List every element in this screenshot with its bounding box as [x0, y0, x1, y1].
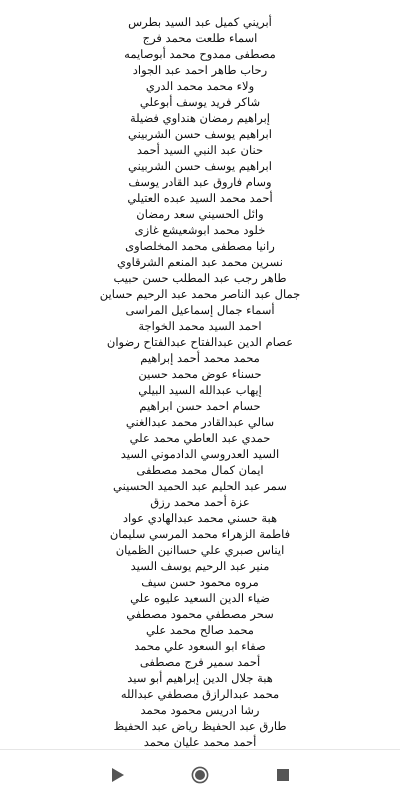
record-button[interactable]: [191, 766, 209, 784]
name-list-item: نسرين محمد عبد المنعم الشرقاوي: [117, 255, 283, 269]
name-list-item: حسناء عوض محمد حسين: [138, 367, 262, 381]
name-list-item: ايناس صبري علي حساانين الظميان: [115, 543, 285, 557]
name-list-item: سحر مصطفي محمود مصطفي: [126, 607, 274, 621]
name-list-item: سالي عبدالقادر محمد عبدالغني: [125, 415, 275, 429]
name-list-item: محمد محمد أحمد إبراهيم: [140, 351, 260, 365]
name-list-item: منير عبد الرحيم يوسف السيد: [130, 559, 270, 573]
name-list-item: حسام احمد حسن ابراهيم: [139, 399, 261, 413]
name-list-item: خلود محمد ابوشعيشع غازى: [134, 223, 266, 237]
name-list-item: ايمان كمال محمد مصطفى: [136, 463, 264, 477]
name-list-item: ابراهيم يوسف حسن الشربيني: [128, 159, 272, 173]
name-list-item: أسماء جمال إسماعيل المراسى: [125, 303, 275, 317]
name-list-item: إيهاب عبدالله السيد البيلي: [138, 383, 262, 397]
play-button[interactable]: [109, 766, 127, 784]
media-control-bar: [0, 749, 400, 800]
name-list-item: وسام فاروق عبد القادر يوسف: [128, 175, 272, 189]
name-list-item: ابراهيم يوسف حسن الشربيني: [128, 127, 272, 141]
name-list-item: حمدي عبد العاطي محمد علي: [129, 431, 271, 445]
name-list-item: اسماء طلعت محمد فرج: [142, 31, 258, 45]
name-list-item: محمد صالح محمد علي: [146, 623, 254, 637]
name-list-item: أبريني كميل عبد السيد بطرس: [128, 15, 272, 29]
name-list-item: طاهر رجب عبد المطلب حسن حبيب: [113, 271, 287, 285]
name-list-item: رشا ادريس محمود محمد: [140, 703, 260, 717]
name-list-item: مروه محمود حسن سيف: [141, 575, 259, 589]
name-list-item: رحاب طاهر احمد عبد الجواد: [132, 63, 268, 77]
name-list-item: محمد عبدالرازق مصطفي عبدالله: [120, 687, 280, 701]
name-list-item: أحمد محمد السيد عبده العتيلي: [127, 191, 273, 205]
name-list-item: سمر عبد الحليم عبد الحميد الحسيني: [113, 479, 287, 493]
name-list-item: إبراهيم رمضان هنداوي فضيلة: [130, 111, 270, 125]
name-list-item: شاكر فريد يوسف أبوعلي: [139, 95, 261, 109]
name-list-item: مصطفى ممدوح محمد أبوصايمه: [124, 47, 276, 61]
names-list: [0, 14, 400, 766]
name-list-item: عزة أحمد محمد رزق: [150, 495, 250, 509]
name-list-item: ضياء الدين السعيد عليوه علي: [130, 591, 270, 605]
name-list-item: فاطمة الزهراء محمد المرسي سليمان: [109, 527, 291, 541]
name-list-item: أحمد سمير فرج مصطفى: [139, 655, 261, 669]
name-list-item: حنان عبد النبي السيد أحمد: [136, 143, 264, 157]
name-list-item: هبة حسني محمد عبدالهادي عواد: [122, 511, 278, 525]
name-list-item: طارق عبد الحفيظ رياض عبد الحفيظ: [113, 719, 287, 733]
name-list-item: ولاء محمد محمد الدري: [145, 79, 255, 93]
name-list-item: وائل الحسيني سعد رمضان: [136, 207, 264, 221]
name-list-item: احمد السيد محمد الخواجة: [138, 319, 262, 333]
record-icon: [191, 766, 209, 784]
name-list-item: عصام الدين عبدالفتاح عبدالفتاح رضوان: [106, 335, 294, 349]
play-icon: [111, 767, 125, 783]
stop-button[interactable]: [274, 766, 292, 784]
name-list-item: رانيا مصطفى محمد المخلصاوى: [125, 239, 275, 253]
name-list-item: السيد العدروسي الدادموني السيد: [120, 447, 280, 461]
name-list-item: جمال عبد الناصر محمد عبد الرحيم حساين: [99, 287, 301, 301]
name-list-item: صفاء ابو السعود علي محمد: [134, 639, 266, 653]
stop-icon: [276, 768, 290, 782]
name-list-item: أحمد محمد عليان محمد: [143, 735, 257, 749]
name-list-item: هبة جلال الدين إبراهيم أبو سيد: [127, 671, 273, 685]
